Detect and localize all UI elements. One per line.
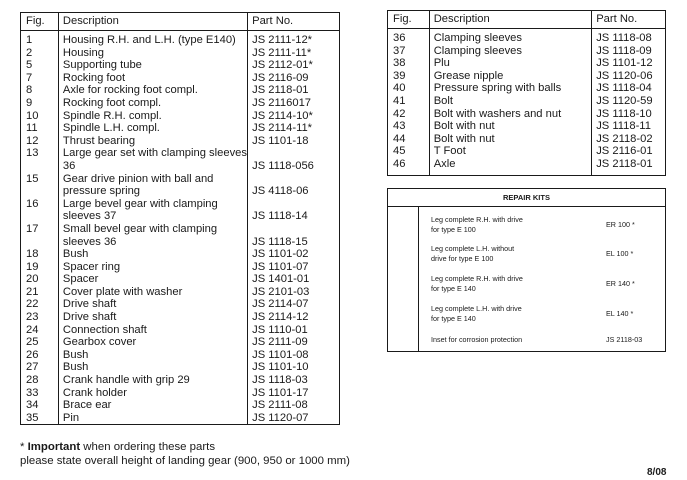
- repair-kit-code: EL 100 *: [606, 249, 634, 258]
- part-number: JS 2116-09: [252, 71, 309, 84]
- part-number: JS 1120-06: [596, 69, 653, 82]
- table-row: [21, 387, 340, 400]
- part-number: JS 1118-09: [596, 44, 652, 57]
- part-description: Brace ear: [58, 399, 247, 412]
- part-number: JS 1101-08: [252, 348, 309, 361]
- part-number: JS 2118-01: [596, 157, 653, 170]
- repair-kits-box: [387, 188, 666, 352]
- table-row: [21, 97, 340, 110]
- part-fig: 16: [21, 198, 59, 223]
- part-description: Bolt with washers and nut: [429, 108, 591, 121]
- table-row: [21, 84, 340, 97]
- table-row: [388, 57, 666, 70]
- part-number: JS 1101-12: [596, 57, 653, 70]
- part-fig: 42: [388, 108, 430, 121]
- part-fig: 15: [21, 173, 59, 198]
- part-description: Gear drive pinion with ball and pressure spring: [58, 173, 247, 198]
- part-number: JS 1101-02: [252, 248, 309, 261]
- part-description: Spindle L.H. compl.: [58, 122, 247, 135]
- part-description: Bolt with nut: [429, 133, 591, 146]
- part-fig: 19: [21, 261, 59, 274]
- part-fig: 33: [21, 387, 59, 400]
- part-description: Axle for rocking foot compl.: [58, 84, 247, 97]
- part-description: Plu: [429, 57, 591, 70]
- header-part-no: Part No.: [248, 13, 340, 31]
- part-number: JS 1118-15: [252, 235, 308, 248]
- part-number: JS 1118-04: [596, 82, 652, 95]
- repair-kit-code: JS 2118-03: [606, 335, 643, 344]
- part-fig: 37: [388, 45, 430, 58]
- part-fig: 13: [21, 147, 59, 172]
- table-row: [21, 72, 340, 85]
- table-row: [21, 349, 340, 362]
- part-number: JS 1118-03: [252, 374, 308, 387]
- table-row: [21, 412, 340, 425]
- part-number: JS 1118-10: [596, 107, 652, 120]
- table-row: [21, 47, 340, 60]
- part-number: JS 2114-11*: [252, 122, 313, 135]
- table-row: [388, 158, 666, 175]
- part-description: Gearbox cover: [58, 336, 247, 349]
- part-number: JS 4118-06: [252, 185, 309, 198]
- part-description: T Foot: [429, 145, 591, 158]
- part-description: Large gear set with clamping sleeves 36: [58, 147, 247, 172]
- part-description: Bolt: [429, 95, 591, 108]
- repair-kits-list: [388, 207, 665, 351]
- table-row: [388, 82, 666, 95]
- table-row: [21, 399, 340, 412]
- repair-kit-description-line-1: Leg complete L.H. without: [431, 244, 515, 253]
- part-description: Small bevel gear with clamping sleeves 36: [58, 223, 247, 248]
- part-description: Drive shaft: [58, 298, 247, 311]
- note-important: Important: [27, 441, 81, 453]
- repair-kit-description-line-2: drive for type E 100: [431, 253, 494, 263]
- part-description: Clamping sleeves: [429, 29, 591, 45]
- note-line-1: [20, 440, 350, 454]
- parts-list-right: [388, 29, 666, 176]
- part-number: JS 2112-01*: [252, 59, 313, 72]
- part-fig: 21: [21, 286, 59, 299]
- part-number: JS 1101-07: [252, 260, 309, 273]
- part-number: JS 2114-07: [252, 298, 309, 311]
- table-row: [21, 122, 340, 135]
- repair-kit-description-line-1: Inset for corrosion protection: [431, 335, 523, 344]
- part-fig: 22: [21, 298, 59, 311]
- repair-kits-title: REPAIR KITS: [388, 189, 665, 207]
- part-number: JS 1118-11: [596, 120, 651, 133]
- part-description: Pin: [58, 412, 247, 425]
- table-row: [388, 29, 666, 45]
- repair-kit-code: ER 140 *: [606, 279, 635, 288]
- table-row: [21, 173, 340, 198]
- part-description: Crank holder: [58, 387, 247, 400]
- table-row: [21, 298, 340, 311]
- part-description: Bush: [58, 248, 247, 261]
- part-number: JS 2116017: [252, 96, 312, 109]
- part-number: JS 1101-17: [252, 386, 309, 399]
- part-description: Crank handle with grip 29: [58, 374, 247, 387]
- part-description: Bush: [58, 361, 247, 374]
- part-description: Rocking foot: [58, 72, 247, 85]
- part-fig: 34: [21, 399, 59, 412]
- part-fig: 41: [388, 95, 430, 108]
- part-description: Axle: [429, 158, 591, 175]
- header-fig: Fig.: [21, 13, 59, 31]
- part-fig: 8: [21, 84, 59, 97]
- part-fig: 26: [21, 349, 59, 362]
- part-description: Thrust bearing: [58, 135, 247, 148]
- table-row: [388, 133, 666, 146]
- part-fig: 43: [388, 120, 430, 133]
- parts-table-left: [20, 12, 340, 425]
- parts-list-left: [21, 31, 340, 425]
- repair-kit-code: ER 100 *: [606, 220, 635, 229]
- part-fig: 11: [21, 122, 59, 135]
- table-header-row: [21, 13, 340, 31]
- header-fig: Fig.: [388, 11, 430, 29]
- part-number: JS 1118-08: [596, 32, 652, 44]
- part-fig: 45: [388, 145, 430, 158]
- table-row: [388, 95, 666, 108]
- table-row: [21, 147, 340, 172]
- part-fig: 7: [21, 72, 59, 85]
- table-row: [21, 324, 340, 337]
- part-fig: 25: [21, 336, 59, 349]
- part-description: Spindle R.H. compl.: [58, 110, 247, 123]
- part-fig: 9: [21, 97, 59, 110]
- part-number: JS 2111-11*: [252, 46, 312, 59]
- table-row: [388, 70, 666, 83]
- part-number: JS 2118-01: [252, 84, 309, 97]
- part-fig: 35: [21, 412, 59, 425]
- part-number: JS 1101-10: [252, 361, 309, 374]
- part-fig: 5: [21, 59, 59, 72]
- part-description: Connection shaft: [58, 324, 247, 337]
- repair-kit-description: [431, 215, 561, 234]
- table-row: [21, 273, 340, 286]
- part-fig: 28: [21, 374, 59, 387]
- repair-kit-description-line-2: for type E 100: [431, 224, 476, 234]
- table-row: [21, 261, 340, 274]
- part-number: JS 2111-08: [252, 399, 308, 412]
- table-row: [388, 145, 666, 158]
- part-fig: 40: [388, 82, 430, 95]
- part-number: JS 2111-09: [252, 336, 308, 349]
- table-row: [388, 120, 666, 133]
- table-row: [21, 286, 340, 299]
- table-row: [21, 361, 340, 374]
- part-fig: 38: [388, 57, 430, 70]
- repair-kit-description: [431, 304, 561, 323]
- note-line-2: please state overall height of landing gear (900, 950 or 1000 mm): [20, 455, 350, 467]
- part-description: Supporting tube: [58, 59, 247, 72]
- part-description: Spacer: [58, 273, 247, 286]
- table-row: [21, 374, 340, 387]
- table-row: [388, 45, 666, 58]
- note-line-1-text: when ordering these parts: [80, 441, 216, 453]
- part-description: Drive shaft: [58, 311, 247, 324]
- header-part-no: Part No.: [592, 11, 666, 29]
- note-asterisk: *: [20, 441, 28, 453]
- part-number: JS 1120-07: [252, 411, 309, 424]
- page-number: 8/08: [647, 467, 667, 478]
- part-fig: 27: [21, 361, 59, 374]
- table-row: [21, 198, 340, 223]
- table-row: [21, 135, 340, 148]
- part-fig: 2: [21, 47, 59, 60]
- part-number: JS 1120-59: [596, 94, 653, 107]
- part-fig: 24: [21, 324, 59, 337]
- repair-kit-description: [431, 274, 561, 293]
- part-number: JS 2114-10*: [252, 109, 313, 122]
- repair-kit-description-line-1: Leg complete R.H. with drive: [431, 274, 523, 283]
- part-description: Clamping sleeves: [429, 45, 591, 58]
- table-header-row: [388, 11, 666, 29]
- part-number: JS 2114-12: [252, 311, 309, 324]
- part-description: Pressure spring with balls: [429, 82, 591, 95]
- part-description: Bolt with nut: [429, 120, 591, 133]
- part-description: Housing: [58, 47, 247, 60]
- part-number: JS 2111-12*: [252, 34, 313, 46]
- repair-kit-description-line-1: Leg complete R.H. with drive: [431, 215, 523, 224]
- table-row: [21, 110, 340, 123]
- part-number: JS 1118-056: [252, 159, 314, 172]
- header-description: Description: [58, 13, 247, 31]
- part-fig: 36: [388, 29, 430, 45]
- part-fig: 18: [21, 248, 59, 261]
- part-fig: 10: [21, 110, 59, 123]
- part-number: JS 1110-01: [252, 323, 308, 336]
- part-fig: 39: [388, 70, 430, 83]
- repair-kit-description: [431, 335, 561, 345]
- part-description: Grease nipple: [429, 70, 591, 83]
- ordering-note: [20, 440, 350, 468]
- part-fig: 12: [21, 135, 59, 148]
- header-description: Description: [429, 11, 591, 29]
- table-row: [21, 223, 340, 248]
- part-number: JS 2116-01: [596, 145, 653, 158]
- table-row: [21, 31, 340, 47]
- table-row: [21, 336, 340, 349]
- part-fig: 20: [21, 273, 59, 286]
- part-description: Cover plate with washer: [58, 286, 247, 299]
- parts-table-right: [387, 10, 666, 176]
- part-number: JS 1401-01: [252, 273, 310, 286]
- part-fig: 1: [21, 31, 59, 47]
- part-number: JS 1101-18: [252, 134, 309, 147]
- repair-kit-description-line-2: for type E 140: [431, 283, 476, 293]
- table-row: [388, 108, 666, 121]
- part-description: Housing R.H. and L.H. (type E140): [58, 31, 247, 47]
- table-row: [21, 248, 340, 261]
- part-number: JS 2118-02: [596, 132, 653, 145]
- part-description: Rocking foot compl.: [58, 97, 247, 110]
- part-number: JS 2101-03: [252, 285, 310, 298]
- repair-kit-code: EL 140 *: [606, 309, 634, 318]
- table-row: [21, 59, 340, 72]
- part-description: Large bevel gear with clamping sleeves 37: [58, 198, 247, 223]
- repair-kits-column-divider: [418, 207, 419, 351]
- part-description: Spacer ring: [58, 261, 247, 274]
- part-fig: 23: [21, 311, 59, 324]
- part-fig: 17: [21, 223, 59, 248]
- part-number: JS 1118-14: [252, 210, 308, 223]
- repair-kit-description-line-2: for type E 140: [431, 313, 476, 323]
- repair-kit-description: [431, 244, 561, 263]
- part-description: Bush: [58, 349, 247, 362]
- part-fig: 44: [388, 133, 430, 146]
- table-row: [21, 311, 340, 324]
- part-fig: 46: [388, 158, 430, 175]
- repair-kit-description-line-1: Leg complete L.H. with drive: [431, 304, 522, 313]
